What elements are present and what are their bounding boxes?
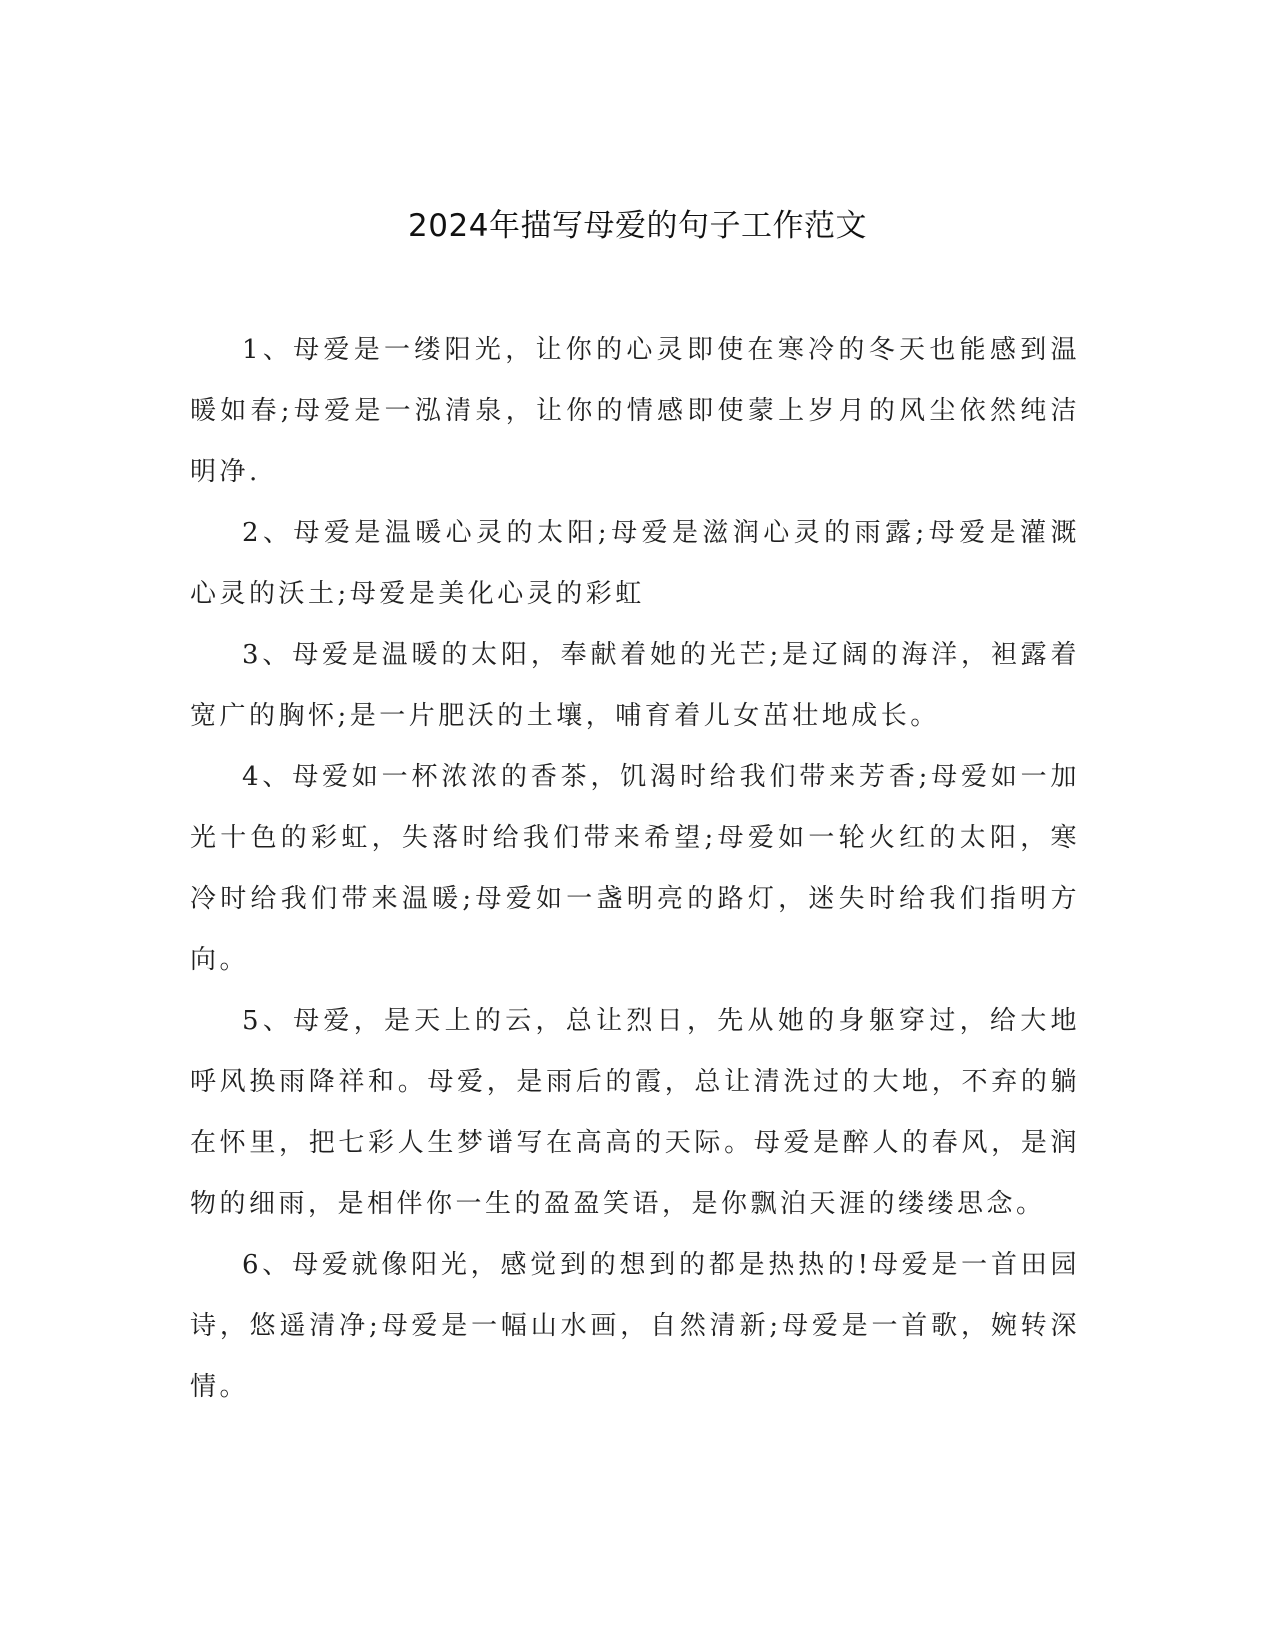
paragraph-2: 2、母爱是温暖心灵的太阳;母爱是滋润心灵的雨露;母爱是灌溉心灵的沃土;母爱是美化心灵的彩虹 xyxy=(190,518,1080,609)
document-title: 2024年描写母爱的句子工作范文 xyxy=(408,208,867,244)
paragraph-5: 5、母爱，是天上的云，总让烈日，先从她的身躯穿过，给大地呼风换雨降祥和。母爱，是雨后的霞，总让清洗过的大地，不弃的躺在怀里，把七彩人生梦谱写在高高的天际。母爱是醉人的春风，是润物的细雨，是相伴你一生的盈盈笑语，是你飘泊天涯的缕缕思念。 xyxy=(190,1006,1080,1219)
paragraph-6: 6、母爱就像阳光，感觉到的想到的都是热热的!母爱是一首田园诗，悠遥清净;母爱是一幅山水画，自然清新;母爱是一首歌，婉转深情。 xyxy=(190,1250,1080,1402)
paragraph-1: 1、母爱是一缕阳光，让你的心灵即使在寒冷的冬天也能感到温暖如春;母爱是一泓清泉，让你的情感即使蒙上岁月的风尘依然纯洁明净. xyxy=(190,335,1080,487)
document-body xyxy=(190,320,1080,1418)
paragraph-4: 4、母爱如一杯浓浓的香茶，饥渴时给我们带来芳香;母爱如一加光十色的彩虹，失落时给我们带来希望;母爱如一轮火红的太阳，寒冷时给我们带来温暖;母爱如一盏明亮的路灯，迷失时给我们指明方向。 xyxy=(190,762,1080,975)
paragraph-3: 3、母爱是温暖的太阳，奉献着她的光芒;是辽阔的海洋，袒露着宽广的胸怀;是一片肥沃的土壤，哺育着儿女茁壮地成长。 xyxy=(190,640,1080,731)
